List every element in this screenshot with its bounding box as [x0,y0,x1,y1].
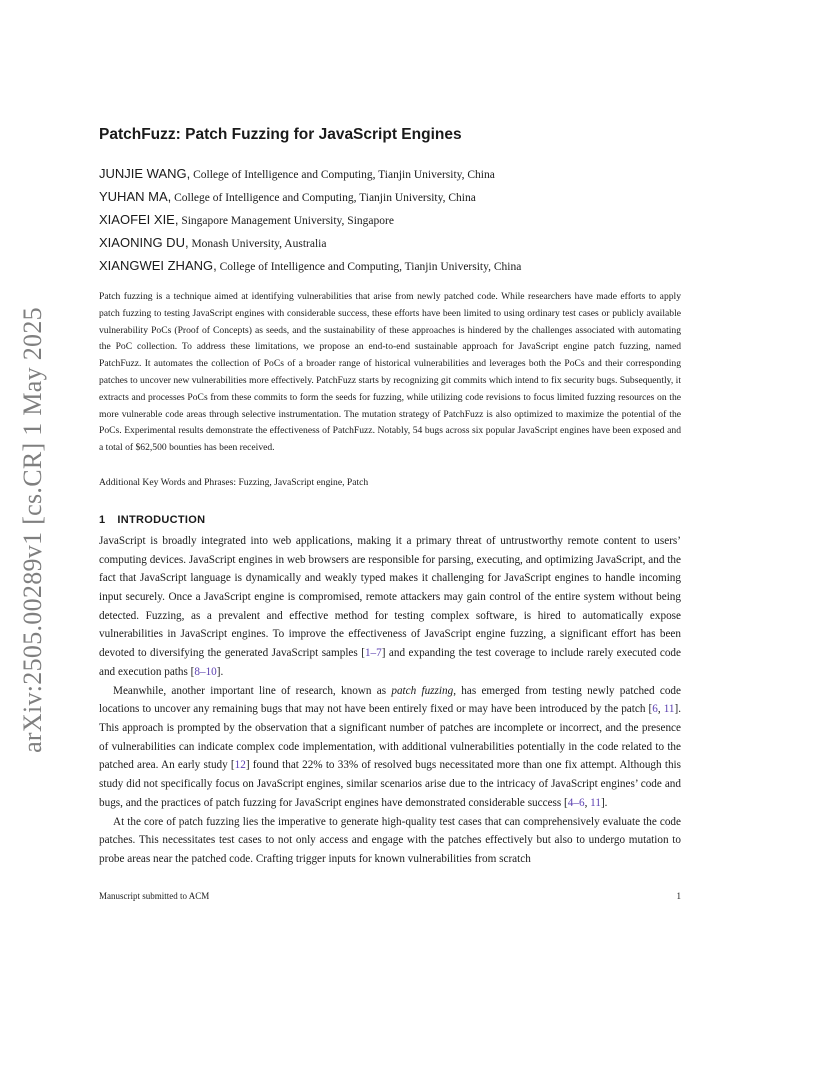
section-heading [99,514,681,526]
abstract: Patch fuzzing is a technique aimed at identifying vulnerabilities that arise from newly patched code. While researchers have made efforts to apply patch fuzzing to testing JavaScript engines with considerable success, these efforts have been limited to using ordinary test cases or publicly available vulnerability PoCs (Proof of Concepts) as seeds, and the sustainability of these approaches is hindered by the challenges associated with automating the PoC collection. To address these limitations, we propose an end-to-end sustainable approach for JavaScript engine patch fuzzing, named PatchFuzz. It automates the collection of PoCs of a broader range of historical vulnerabilities and leverages both the PoCs and their corresponding patches to uncover new vulnerabilities more effectively. PatchFuzz starts by recognizing git commits which intend to fix security bugs. Subsequently, it extracts and processes PoCs from these commits to form the seeds for fuzzing, while utilizing code revisions to focus limited fuzzing resources on the more vulnerable code areas through selective instrumentation. The mutation strategy of PatchFuzz is also optimized to maximize the potential of the PoCs. Experimental results demonstrate the effectiveness of PatchFuzz. Notably, 54 bugs across six popular JavaScript engines have been exposed and a total of $62,500 bounties has been received. [99,291,681,454]
author-affiliation: College of Intelligence and Computing, Tianjin University, China [190,169,495,181]
author-name: YUHAN MA, [99,189,172,204]
author-list [99,163,681,278]
paper-page [99,124,681,869]
section-title: INTRODUCTION [117,513,206,526]
author-affiliation: College of Intelligence and Computing, Tianjin University, China [171,192,476,204]
arxiv-identifier: arXiv:2505.00289v1 [cs.CR] 1 May 2025 [18,307,47,753]
citation-link[interactable]: 1–7 [364,647,382,660]
author-name: XIAOFEI XIE, [99,212,179,227]
citation-link[interactable]: 11 [663,703,675,716]
author-affiliation: Singapore Management University, Singapore [178,215,394,227]
paragraph-text: ] and expanding the test coverage to include rarely executed code and execution paths [ [99,647,681,678]
author-affiliation: Monash University, Australia [188,238,327,250]
paragraph-text: JavaScript is broadly integrated into web applications, making it a primary threat of untrustworthy remote content to users’ computing devices. JavaScript engines in web browsers are responsible for parsing, executing, and optimizing JavaScript, and the fact that JavaScript language is dynamically and weakly typed makes it challenging for JavaScript engines to handle incoming input securely. Once a JavaScript engine is compromised, remote attackers may gain control of the entire system without being detected. Fuzzing, as a prevalent and effective method for testing complex software, is hired to automatically expose vulnerabilities in JavaScript engines. To improve the effectiveness of JavaScript engine fuzzing, a significant effort has been devoted to diversifying the generated JavaScript samples [ [99,534,681,660]
citation-link[interactable]: 12 [234,759,246,772]
paragraph-text: ] found that 22% to 33% of resolved bugs necessitated more than one fix attempt. Although this study did not specifically focus on JavaScript engines, similar scenarios arise due to the intricacy of JavaScript engines’ code and bugs, and the practices of patch fuzzing for JavaScript engines have demonstrated considerable success [ [99,759,681,809]
citation-link[interactable]: 8–10 [194,665,217,678]
arxiv-watermark [8,300,58,760]
author-entry [99,232,681,255]
emphasis-term: patch fuzzing [391,684,454,697]
page-footer [99,891,681,901]
paragraph-text: ]. [600,796,608,809]
citation-link[interactable]: 6 [652,703,658,716]
citation-separator: , [657,703,664,716]
citation-link[interactable]: 4–6 [567,796,585,809]
paragraph-text: ]. This approach is prompted by the observation that a significant number of patches are incomplete or incorrect, and the presence of vulnerabilities can indicate complex code implementation, with additional vulnerabilities potentially in the code related to the patched area. An early study [ [99,703,681,772]
paper-title: PatchFuzz: Patch Fuzzing for JavaScript Engines [99,126,462,143]
author-name: XIAONING DU, [99,235,189,250]
author-name: JUNJIE WANG, [99,166,191,181]
paragraph-text: Meanwhile, another important line of research, known as [113,684,392,697]
paragraph [99,532,681,682]
keywords: Additional Key Words and Phrases: Fuzzing, JavaScript engine, Patch [99,476,369,488]
footer-venue: Manuscript submitted to ACM [99,891,210,901]
section-number: 1 [99,513,106,526]
author-affiliation: College of Intelligence and Computing, Tianjin University, China [216,261,522,273]
citation-separator: , [584,796,591,809]
citation-link[interactable]: 11 [590,796,601,809]
paragraph-text: ]. [216,665,224,678]
introduction-body [99,532,681,869]
author-name: XIANGWEI ZHANG, [99,258,217,273]
author-entry [99,255,681,278]
paragraph [99,682,681,813]
author-entry [99,209,681,232]
author-entry [99,163,681,186]
paragraph-text: , has emerged from testing newly patched code locations to uncover any remaining bugs that may not have been entirely fixed or may have been introduced by the patch [ [99,684,681,716]
author-entry [99,186,681,209]
paragraph: At the core of patch fuzzing lies the imperative to generate high-quality test cases that can comprehensively evaluate the code patches. This necessitates test cases to not only access and engage with the patches effectively but also to undergo mutation to probe areas near the patched code. Crafting trigger inputs for known vulnerabilities from scratch [99,815,681,865]
page-number: 1 [676,891,681,901]
